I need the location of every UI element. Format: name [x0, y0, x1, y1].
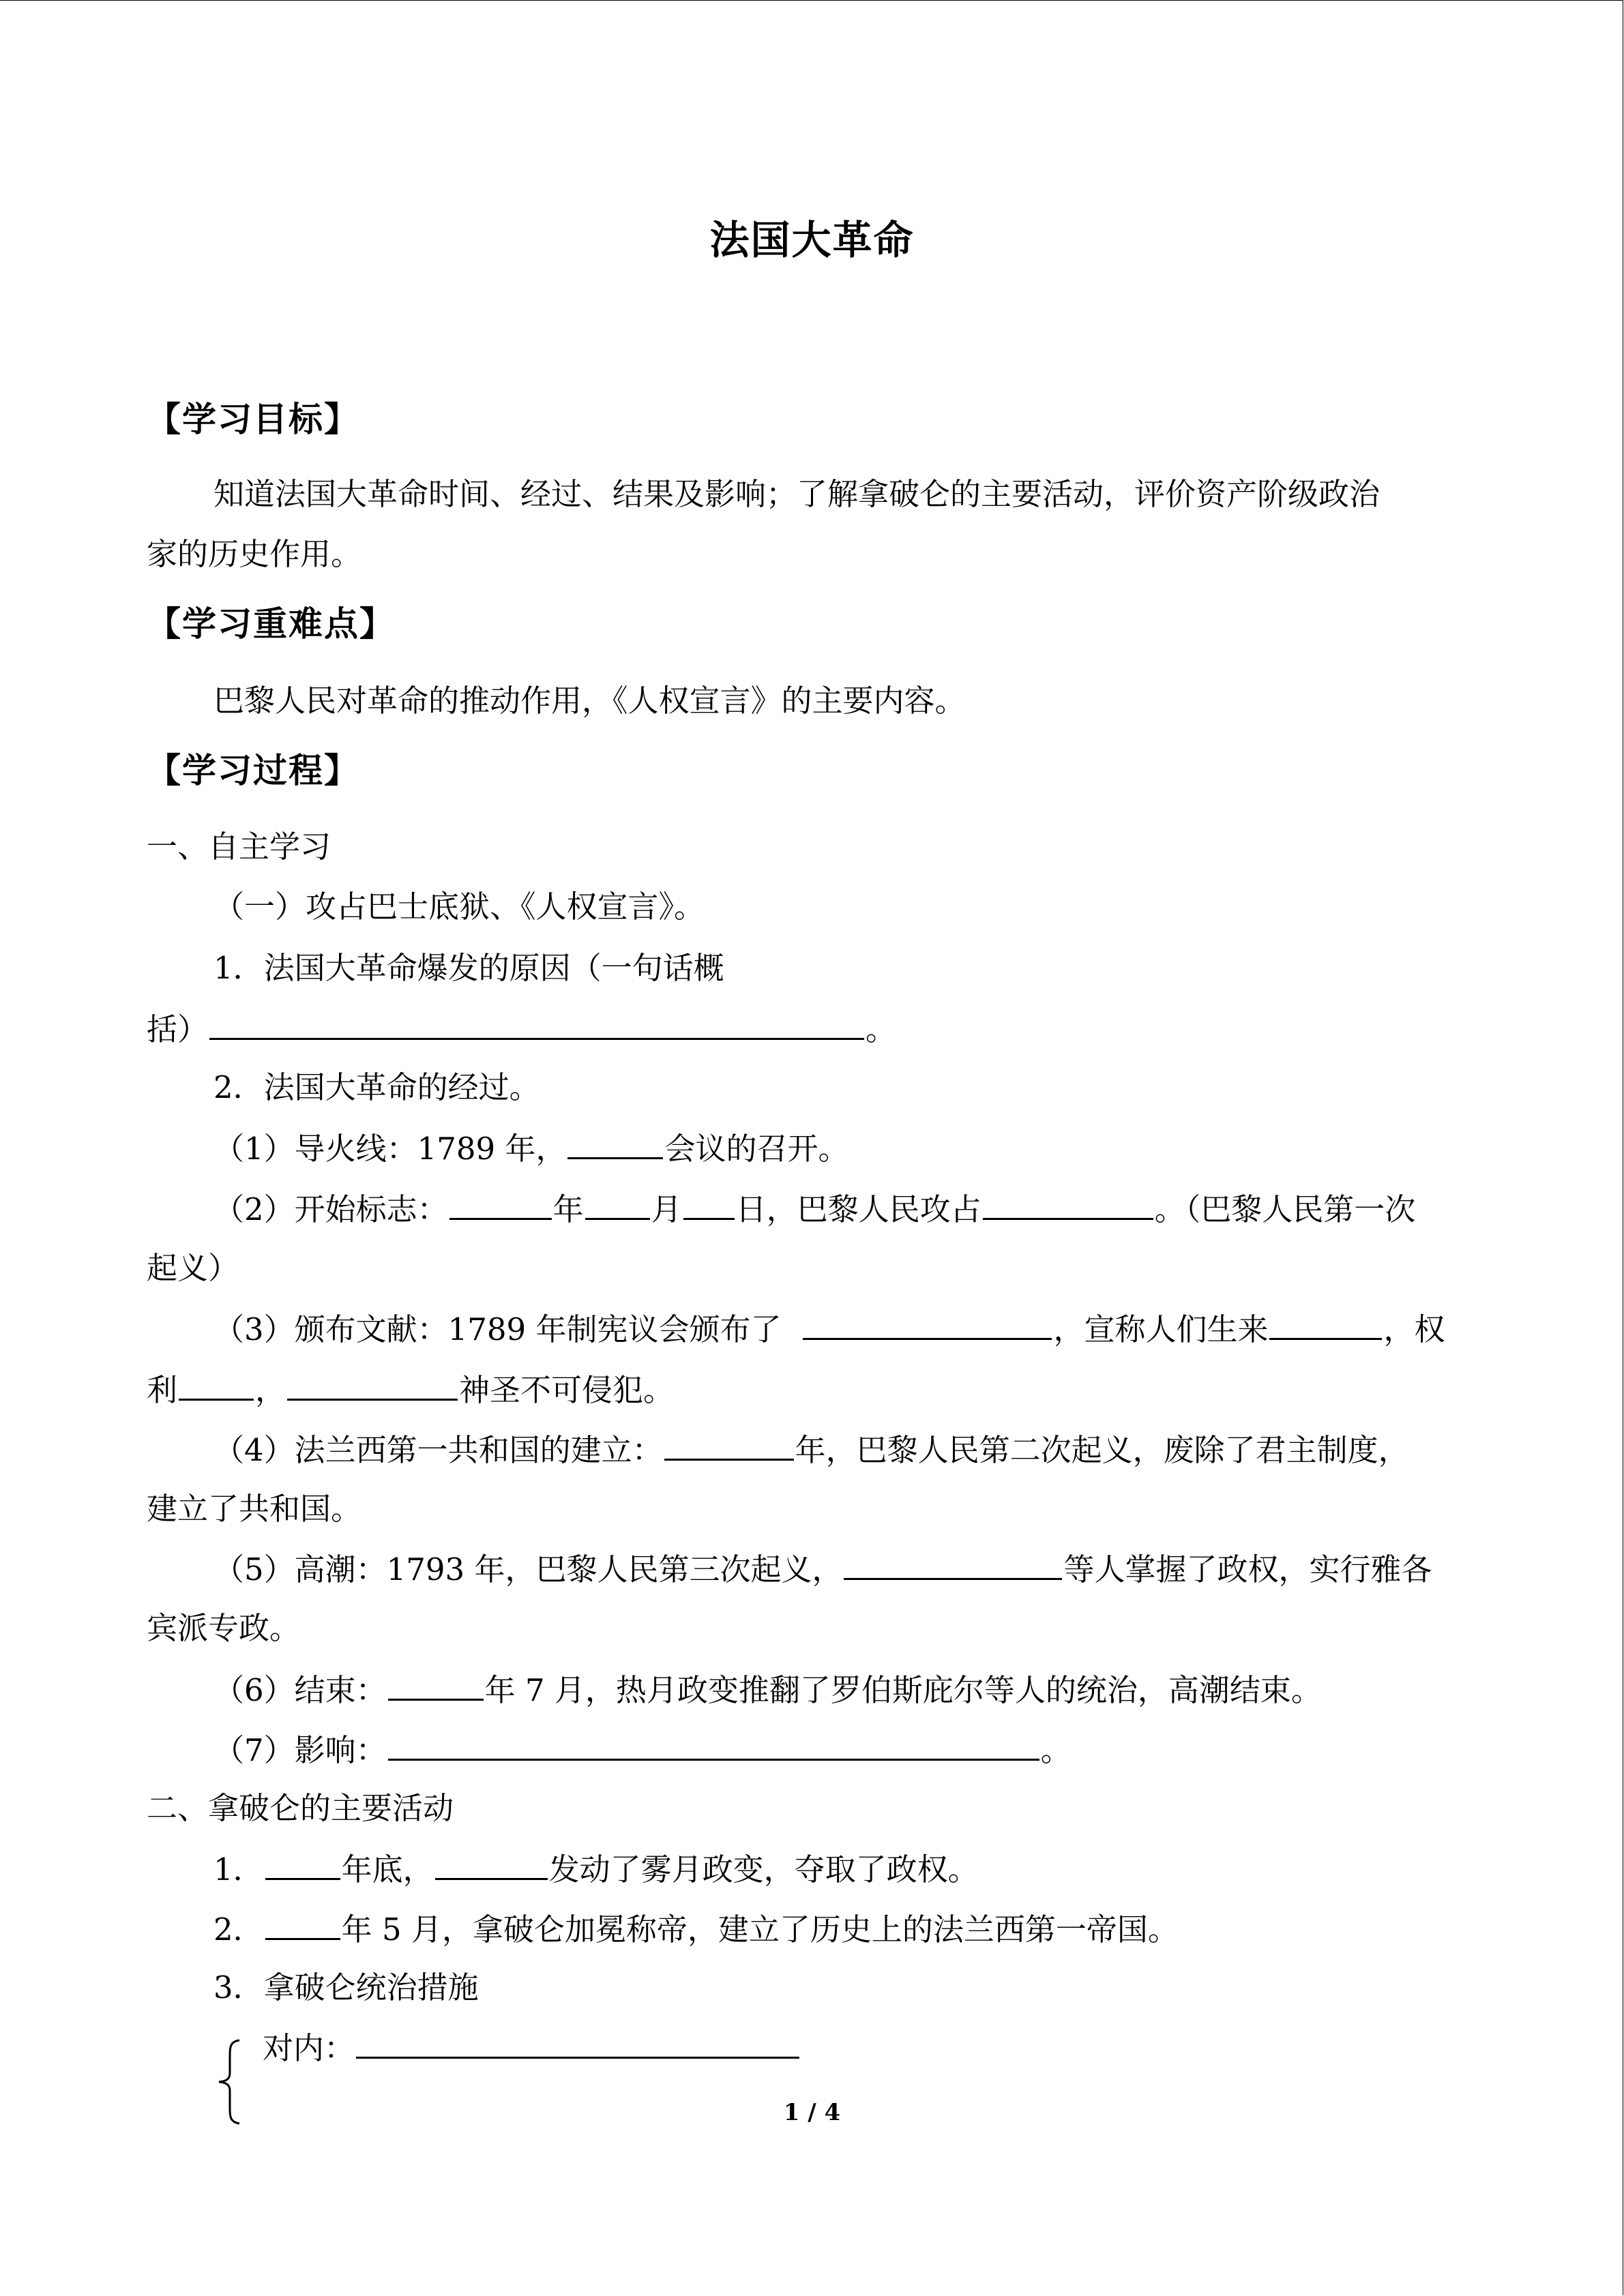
document-title: 法国大革命: [709, 217, 915, 263]
part1-item3-cont: 利 ， 神圣不可侵犯。: [147, 1369, 674, 1411]
answer-blank[interactable]: [388, 1669, 484, 1701]
part2-domestic: 对内：: [263, 2027, 801, 2069]
answer-blank[interactable]: [287, 1369, 458, 1401]
part1-item3: （3）颁布文献：1789 年制宪议会颁布了 ，宣称人们生来 ，权: [213, 1308, 1445, 1350]
answer-blank[interactable]: [803, 1308, 1052, 1340]
key-points-text: 巴黎人民对革命的推动作用，《人权宣言》的主要内容。: [213, 683, 966, 719]
part1-item5-cont: 宾派专政。: [147, 1610, 301, 1646]
part1-item1: （1）导火线：1789 年， 会议的召开。: [213, 1127, 848, 1169]
goals-text-line2: 家的历史作用。: [147, 536, 362, 572]
part1-title: 一、自主学习: [147, 829, 331, 865]
part1-item2-cont: 起义）: [147, 1250, 239, 1286]
part1-item7: （7）影响： 。: [213, 1729, 1072, 1771]
part1-sub1: （一）攻占巴士底狱、《人权宣言》。: [213, 889, 705, 925]
part1-item6: （6）结束： 年 7 月，热月政变推翻了罗伯斯庇尔等人的统治，高潮结束。: [213, 1669, 1322, 1711]
page-number: 1 / 4: [783, 2099, 841, 2126]
part1-item5: （5）高潮：1793 年，巴黎人民第三次起义， 等人掌握了政权，实行雅各: [213, 1548, 1432, 1590]
answer-blank[interactable]: [179, 1369, 254, 1401]
part2-q3: 3．拿破仑统治措施: [213, 1969, 479, 2006]
answer-blank[interactable]: [983, 1188, 1153, 1220]
goals-text-line1: 知道法国大革命时间、经过、结果及影响；了解拿破仑的主要活动，评价资产阶级政治: [213, 476, 1381, 512]
answer-blank[interactable]: [844, 1548, 1062, 1580]
part1-item4-cont: 建立了共和国。: [147, 1491, 362, 1527]
answer-blank[interactable]: [664, 1429, 794, 1461]
heading-learning-process: 【学习过程】: [147, 750, 359, 790]
answer-blank[interactable]: [356, 2027, 799, 2059]
part2-q1: 1． 年底， 发动了雾月政变，夺取了政权。: [213, 1848, 979, 1890]
part2-q2: 2． 年 5 月，拿破仑加冕称帝，建立了历史上的法兰西第一帝国。: [213, 1908, 1179, 1950]
answer-blank[interactable]: [683, 1188, 735, 1220]
answer-blank[interactable]: [567, 1127, 663, 1159]
heading-learning-goals: 【学习目标】: [147, 399, 359, 439]
heading-key-points: 【学习重难点】: [147, 603, 395, 644]
part1-item4: （4）法兰西第一共和国的建立： 年，巴黎人民第二次起义，废除了君主制度，: [213, 1429, 1409, 1471]
part1-item2: （2）开始标志： 年 月 日，巴黎人民攻占 。（巴黎人民第一次: [213, 1188, 1415, 1230]
answer-blank[interactable]: [449, 1188, 552, 1220]
part1-q1-a: 1．法国大革命爆发的原因（一句话概: [213, 950, 724, 986]
answer-blank[interactable]: [209, 1008, 864, 1040]
part1-q1-b: 括）: [147, 1011, 209, 1047]
answer-blank[interactable]: [1269, 1308, 1382, 1340]
answer-blank[interactable]: [265, 1848, 340, 1880]
answer-blank[interactable]: [388, 1729, 1039, 1761]
part1-q1-b-line: 括） 。: [147, 1008, 896, 1050]
answer-blank[interactable]: [265, 1908, 340, 1940]
part1-q2: 2．法国大革命的经过。: [213, 1069, 540, 1105]
answer-blank[interactable]: [585, 1188, 650, 1220]
part2-title: 二、拿破仑的主要活动: [147, 1790, 454, 1826]
answer-blank[interactable]: [435, 1848, 548, 1880]
